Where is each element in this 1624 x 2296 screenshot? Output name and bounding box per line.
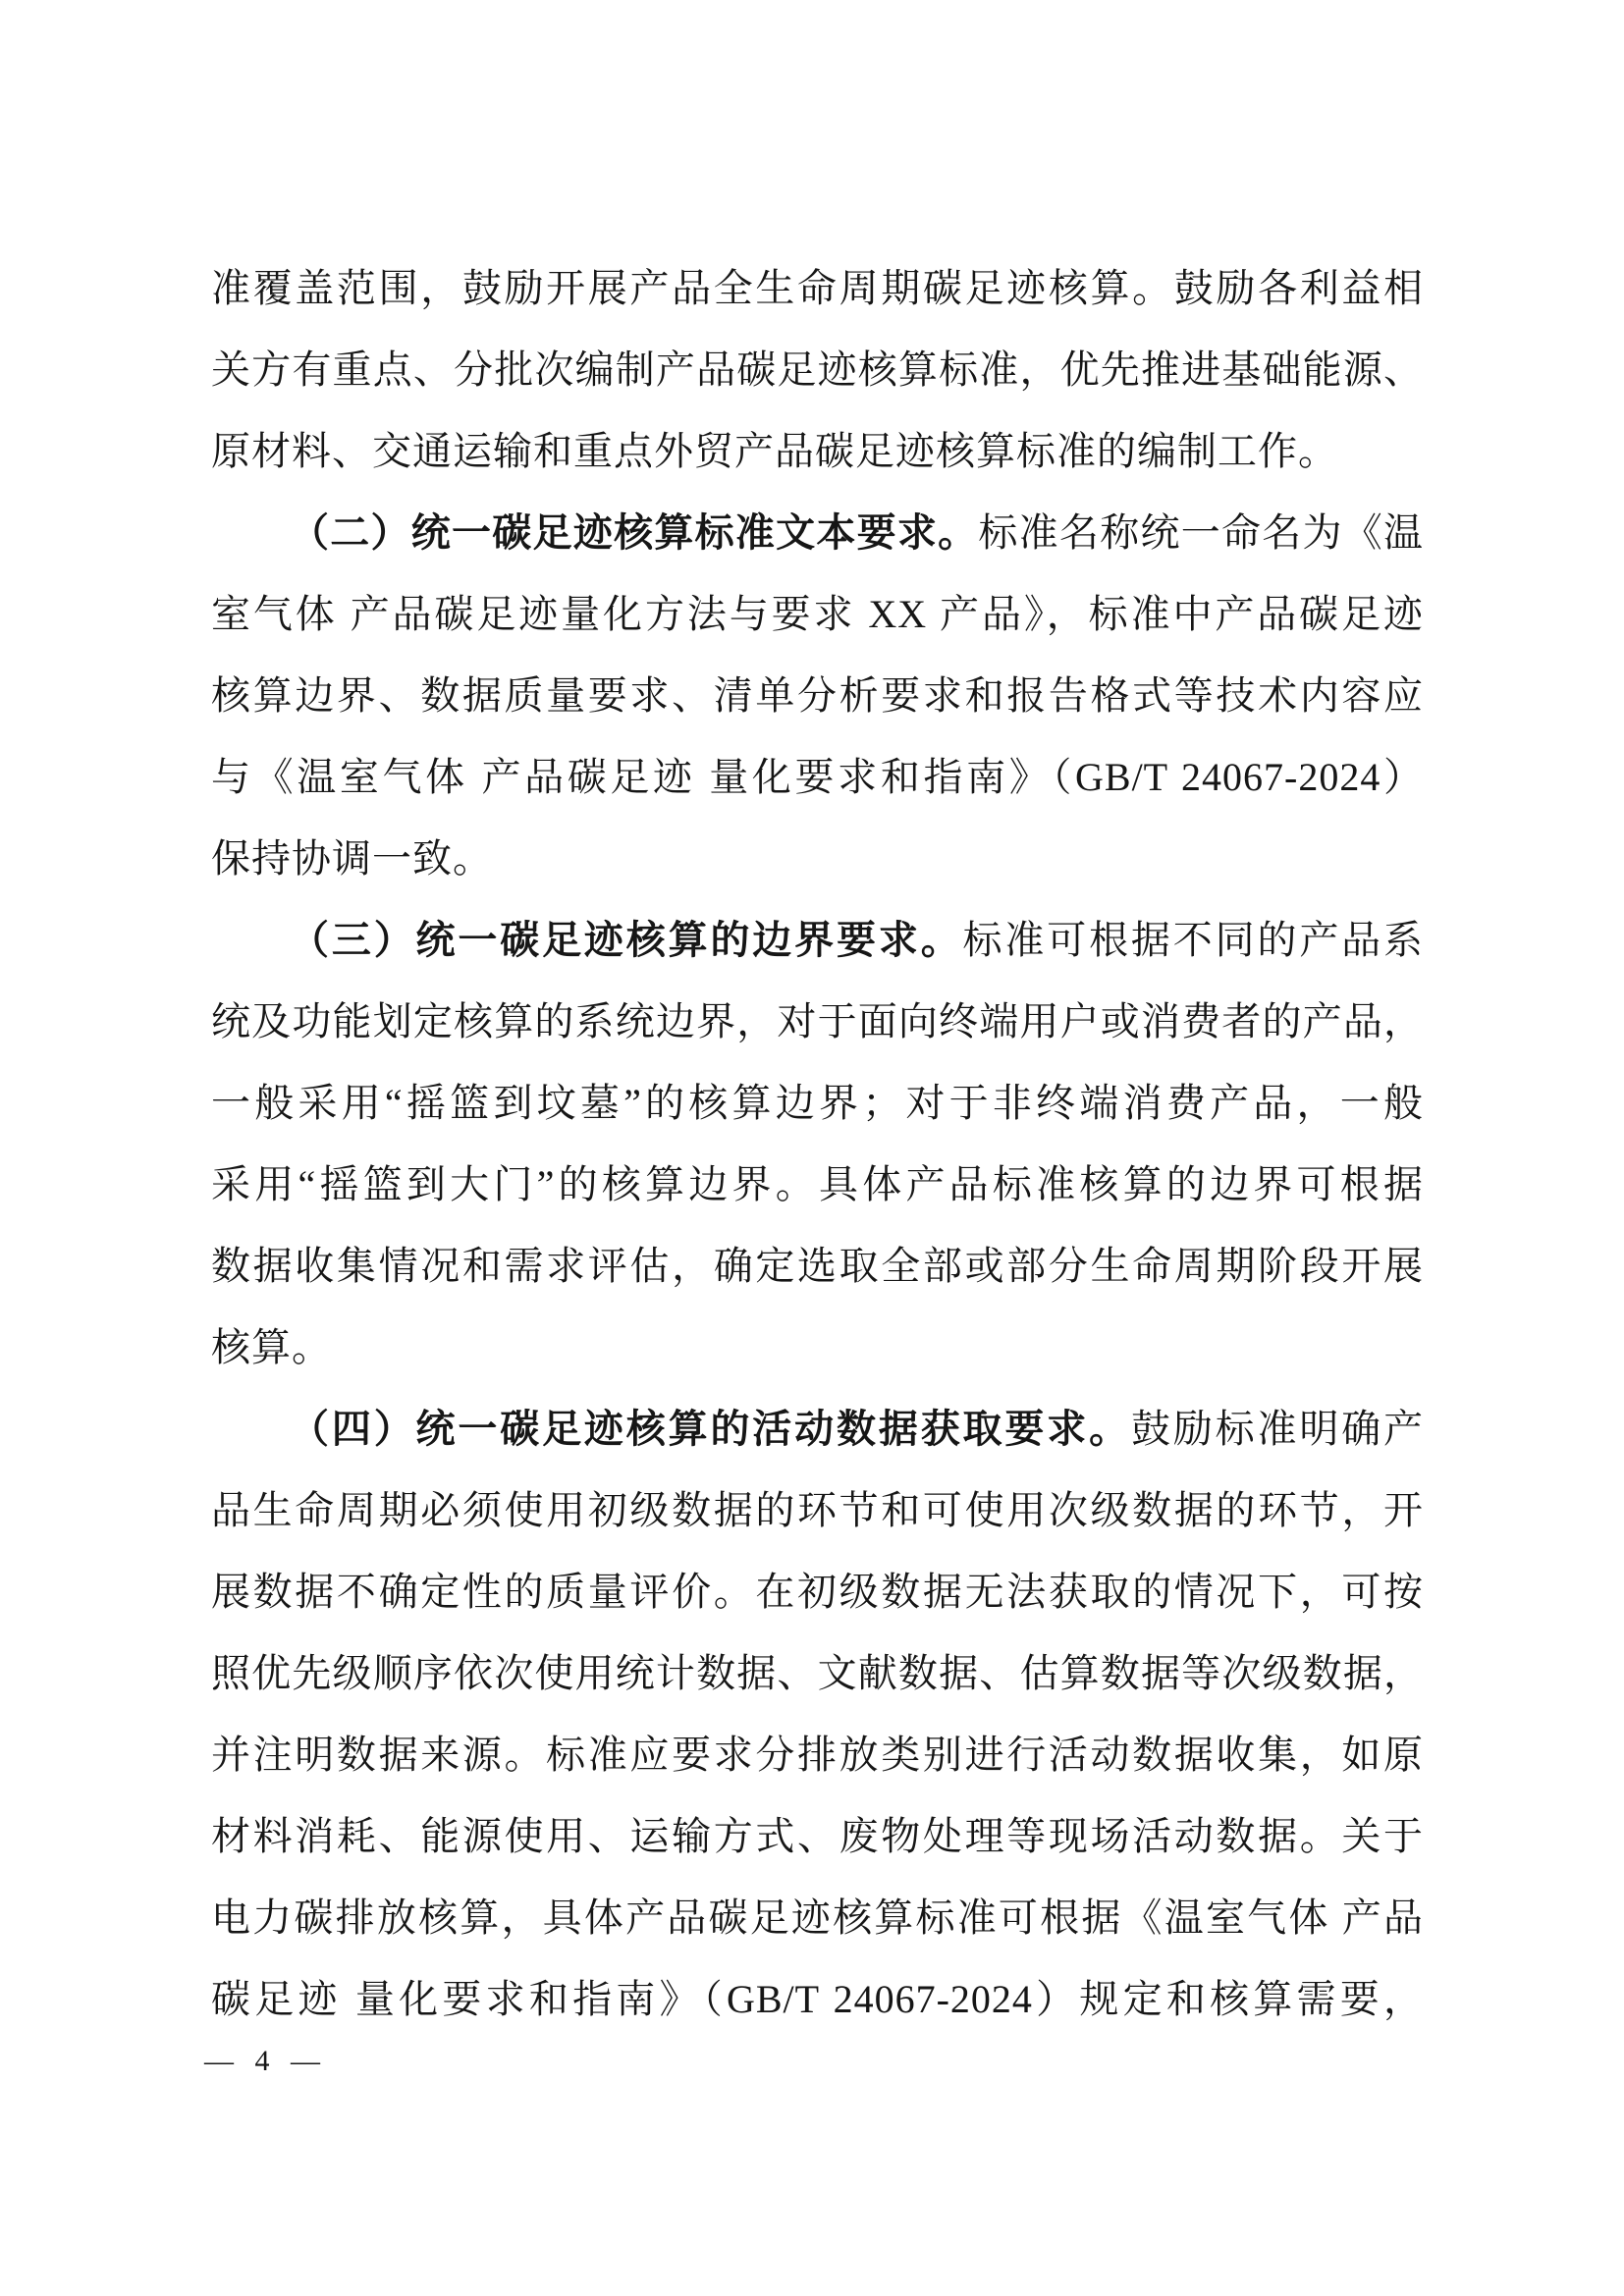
page-number: — 4 —	[204, 2045, 320, 2077]
body-text-run: 关方有重点、分批次编制产品碳足迹核算标准，优先推进基础能源、	[211, 347, 1424, 392]
body-text-run: 保持协调一致。	[211, 836, 493, 881]
body-text-run: 并注明数据来源。标准应要求分排放类别进行活动数据收集，如原	[211, 1733, 1424, 1777]
body-text-run: 展数据不确定性的质量评价。在初级数据无法获取的情况下，可按	[211, 1570, 1424, 1614]
section-heading-run: （四）统一碳足迹核算的活动数据获取要求。	[290, 1408, 1131, 1451]
body-text-run: 鼓励标准明确产	[1130, 1407, 1424, 1451]
paragraph-2	[211, 492, 1424, 899]
text-line	[211, 1632, 1424, 1714]
body-text-run: 一般采用“摇篮到坟墓”的核算边界；对于非终端消费产品，一般	[211, 1081, 1424, 1125]
text-line	[211, 1307, 1424, 1388]
document-body	[211, 247, 1424, 2040]
paragraph-3	[211, 899, 1424, 1388]
section-heading-run: （二）统一碳足迹核算标准文本要求。	[290, 511, 979, 555]
text-line	[211, 818, 1424, 899]
paragraph-4	[211, 1388, 1424, 2040]
text-line	[211, 1144, 1424, 1225]
body-text-run: 标准名称统一命名为《温	[978, 510, 1424, 555]
text-line	[211, 1958, 1424, 2040]
text-line	[211, 329, 1424, 410]
body-text-run: 核算边界、数据质量要求、清单分析要求和报告格式等技术内容应	[211, 673, 1424, 718]
text-line	[211, 1388, 1424, 1469]
text-line	[211, 1714, 1424, 1795]
text-line	[211, 1877, 1424, 1958]
body-text-run: 标准可根据不同的产品系	[962, 918, 1424, 962]
text-line	[211, 1551, 1424, 1632]
text-line	[211, 736, 1424, 818]
body-text-run: 品生命周期必须使用初级数据的环节和可使用次级数据的环节，开	[211, 1488, 1424, 1532]
body-text-run: 材料消耗、能源使用、运输方式、废物处理等现场活动数据。关于	[211, 1814, 1424, 1858]
text-line	[211, 655, 1424, 736]
text-line	[211, 1062, 1424, 1144]
body-text-run: 数据收集情况和需求评估，确定选取全部或部分生命周期阶段开展	[211, 1244, 1424, 1288]
body-text-run: 室气体 产品碳足迹量化方法与要求 XX 产品》，标准中产品碳足迹	[211, 592, 1424, 636]
body-text-run: 准覆盖范围，鼓励开展产品全生命周期碳足迹核算。鼓励各利益相	[211, 266, 1424, 310]
paragraph-1	[211, 247, 1424, 492]
body-text-run: 原材料、交通运输和重点外贸产品碳足迹核算标准的编制工作。	[211, 429, 1338, 473]
text-line	[211, 1469, 1424, 1551]
text-line	[211, 1225, 1424, 1307]
body-text-run: 照优先级顺序依次使用统计数据、文献数据、估算数据等次级数据，	[211, 1651, 1424, 1695]
text-line	[211, 573, 1424, 655]
text-line	[211, 247, 1424, 329]
body-text-run: 电力碳排放核算，具体产品碳足迹核算标准可根据《温室气体 产品	[211, 1896, 1424, 1940]
body-text-run: 统及功能划定核算的系统边界，对于面向终端用户或消费者的产品，	[211, 999, 1424, 1043]
text-line	[211, 1795, 1424, 1877]
section-heading-run: （三）统一碳足迹核算的边界要求。	[290, 919, 963, 962]
text-line	[211, 492, 1424, 573]
body-text-run: 采用“摇篮到大门”的核算边界。具体产品标准核算的边界可根据	[211, 1162, 1424, 1206]
text-line	[211, 981, 1424, 1062]
body-text-run: 核算。	[211, 1325, 332, 1369]
text-line	[211, 899, 1424, 981]
text-line	[211, 410, 1424, 492]
body-text-run: 碳足迹 量化要求和指南》（GB/T 24067-2024）规定和核算需要，	[211, 1977, 1424, 2021]
body-text-run: 与《温室气体 产品碳足迹 量化要求和指南》（GB/T 24067-2024）	[211, 755, 1424, 799]
